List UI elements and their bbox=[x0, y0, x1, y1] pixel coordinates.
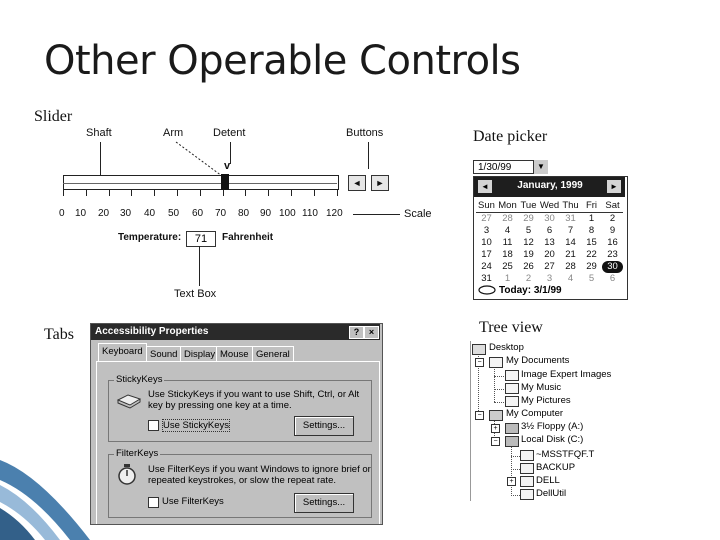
tree-item-msstfqf[interactable]: ~MSSTFQF.T bbox=[536, 449, 595, 460]
stickykeys-checkbox-label[interactable]: Use StickyKeys bbox=[163, 420, 229, 431]
weekday-label: Sat bbox=[605, 200, 620, 211]
calendar-day[interactable]: 2 bbox=[609, 213, 616, 224]
calendar-day[interactable]: 18 bbox=[502, 249, 513, 260]
slider-decrement-button[interactable]: ◄ bbox=[348, 175, 366, 191]
calendar-day[interactable]: 26 bbox=[523, 261, 534, 272]
scale-tick-40: 40 bbox=[144, 208, 156, 219]
calendar-day[interactable]: 13 bbox=[544, 237, 555, 248]
caption-tabs: Tabs bbox=[44, 326, 74, 343]
caption-tree-view: Tree view bbox=[479, 319, 543, 336]
tree-item-backup[interactable]: BACKUP bbox=[536, 462, 576, 473]
tree-item-dell[interactable]: DELL bbox=[536, 475, 560, 486]
today-circle-icon bbox=[478, 285, 496, 295]
scale-tick-80: 80 bbox=[238, 208, 250, 219]
temperature-label: Temperature: bbox=[118, 232, 182, 243]
help-button[interactable]: ? bbox=[349, 326, 364, 339]
stickykeys-description-line-2: key by pressing one key at a time. bbox=[148, 400, 292, 411]
calendar-day[interactable]: 6 bbox=[546, 225, 553, 236]
slider-tick-marks bbox=[63, 190, 339, 198]
calendar-day[interactable]: 27 bbox=[481, 213, 492, 224]
collapse-toggle-icon[interactable]: − bbox=[475, 411, 484, 420]
tree-connector bbox=[494, 366, 495, 402]
tab-mouse[interactable]: Mouse bbox=[216, 346, 253, 362]
callout-text-box: Text Box bbox=[174, 288, 217, 300]
stickykeys-settings-button[interactable]: Settings... bbox=[294, 416, 354, 436]
next-month-button[interactable]: ► bbox=[607, 180, 621, 193]
floppy-drive-icon bbox=[505, 423, 519, 434]
calendar-day[interactable]: 3 bbox=[483, 225, 490, 236]
caption-slider: Slider bbox=[34, 108, 73, 125]
tree-connector bbox=[494, 376, 504, 377]
slide-title: Other Operable Controls bbox=[44, 38, 521, 84]
calendar-day[interactable]: 12 bbox=[523, 237, 534, 248]
calendar-day[interactable]: 11 bbox=[502, 237, 513, 248]
scale-tick-10: 10 bbox=[75, 208, 87, 219]
tab-sound[interactable]: Sound bbox=[146, 346, 181, 362]
detent-callout-line bbox=[230, 142, 231, 164]
calendar-day[interactable]: 6 bbox=[609, 273, 616, 284]
calendar-day[interactable]: 21 bbox=[565, 249, 576, 260]
chevron-down-icon[interactable]: ▼ bbox=[533, 160, 548, 174]
dialog-title: Accessibility Properties bbox=[95, 326, 209, 337]
calendar-week bbox=[476, 213, 623, 225]
calendar-day[interactable]: 1 bbox=[588, 213, 595, 224]
folder-icon bbox=[520, 489, 534, 500]
tab-keyboard[interactable]: Keyboard bbox=[98, 343, 147, 362]
calendar-day[interactable]: 14 bbox=[565, 237, 576, 248]
tree-item-my-computer[interactable]: My Computer bbox=[506, 408, 564, 419]
calendar-week bbox=[476, 261, 623, 273]
calendar-day[interactable]: 5 bbox=[588, 273, 595, 284]
folder-icon bbox=[520, 476, 534, 487]
callout-detent: Detent bbox=[213, 127, 246, 139]
shaft-callout-line bbox=[100, 142, 101, 176]
weekday-label: Wed bbox=[539, 200, 560, 211]
weekday-label: Sun bbox=[478, 200, 495, 211]
stickykeys-group-label: StickyKeys bbox=[116, 374, 163, 385]
slider-thumb[interactable] bbox=[221, 174, 229, 190]
calendar-day[interactable]: 4 bbox=[504, 225, 511, 236]
calendar-day[interactable]: 17 bbox=[481, 249, 492, 260]
calendar-month-label: January, 1999 bbox=[517, 180, 583, 191]
tree-connector bbox=[511, 495, 520, 496]
stickykeys-checkbox[interactable] bbox=[148, 420, 159, 431]
calendar-day[interactable]: 10 bbox=[481, 237, 492, 248]
tree-connector bbox=[494, 389, 504, 390]
calendar-day[interactable]: 15 bbox=[586, 237, 597, 248]
scale-tick-20: 20 bbox=[98, 208, 110, 219]
calendar-day[interactable]: 19 bbox=[523, 249, 534, 260]
scale-tick-90: 90 bbox=[260, 208, 272, 219]
tree-connector bbox=[511, 469, 520, 470]
decorative-swoosh bbox=[0, 440, 110, 540]
expand-toggle-icon[interactable]: + bbox=[491, 424, 500, 433]
calendar-day[interactable]: 23 bbox=[607, 249, 618, 260]
keyboard-icon bbox=[116, 390, 142, 410]
disk-drive-icon bbox=[505, 436, 519, 447]
expand-toggle-icon[interactable]: + bbox=[507, 477, 516, 486]
callout-arm: Arm bbox=[163, 127, 184, 139]
scale-tick-0: 0 bbox=[59, 208, 65, 219]
scale-tick-70: 70 bbox=[215, 208, 227, 219]
prev-month-button[interactable]: ◄ bbox=[478, 180, 492, 193]
desktop-icon bbox=[472, 344, 486, 355]
calendar-week bbox=[476, 225, 623, 237]
calendar-grid bbox=[476, 200, 623, 285]
calendar-day[interactable]: 2 bbox=[525, 273, 532, 284]
calendar-day[interactable]: 27 bbox=[544, 261, 555, 272]
tree-item-my-documents[interactable]: My Documents bbox=[506, 355, 570, 366]
tree-connector bbox=[511, 456, 520, 457]
slider-increment-button[interactable]: ► bbox=[371, 175, 389, 191]
calendar-day[interactable]: 30 bbox=[544, 213, 555, 224]
tab-general[interactable]: General bbox=[252, 346, 294, 362]
calendar-day[interactable]: 4 bbox=[567, 273, 574, 284]
stickykeys-description-line-1: Use StickyKeys if you want to use Shift, Ctrl, or Alt bbox=[148, 389, 360, 400]
callout-buttons: Buttons bbox=[346, 127, 384, 139]
tree-left-border bbox=[470, 341, 471, 501]
calendar-week bbox=[476, 237, 623, 249]
tree-item-dellutil[interactable]: DellUtil bbox=[536, 488, 567, 499]
filterkeys-description-line-1: Use FilterKeys if you want Windows to ignore brief or bbox=[148, 464, 371, 475]
temperature-text-box[interactable]: 71 bbox=[186, 231, 216, 247]
folder-icon bbox=[520, 450, 534, 461]
calendar-day[interactable]: 24 bbox=[481, 261, 492, 272]
collapse-toggle-icon[interactable]: − bbox=[491, 437, 500, 446]
weekday-label: Tue bbox=[520, 200, 537, 211]
calendar-day[interactable]: 5 bbox=[525, 225, 532, 236]
calendar-day[interactable]: 7 bbox=[567, 225, 574, 236]
buttons-callout-line bbox=[368, 142, 369, 169]
date-combo-input[interactable]: 1/30/99 bbox=[473, 160, 547, 174]
unit-label: Fahrenheit bbox=[222, 232, 274, 243]
folder-icon bbox=[505, 370, 519, 381]
callout-scale: Scale bbox=[404, 208, 432, 220]
filterkeys-description-line-2: repeated keystrokes, or slow the repeat rate. bbox=[148, 475, 336, 486]
calendar-day[interactable]: 28 bbox=[565, 261, 576, 272]
calendar-day[interactable]: 16 bbox=[607, 237, 618, 248]
scale-tick-30: 30 bbox=[120, 208, 132, 219]
scale-tick-100: 100 bbox=[279, 208, 296, 219]
scale-tick-120: 120 bbox=[326, 208, 343, 219]
stopwatch-icon bbox=[116, 463, 138, 487]
tree-item-floppy[interactable]: 3½ Floppy (A:) bbox=[521, 421, 584, 432]
tree-item-image-expert-images[interactable]: Image Expert Images bbox=[521, 369, 612, 380]
collapse-toggle-icon[interactable]: − bbox=[475, 358, 484, 367]
folder-icon bbox=[520, 463, 534, 474]
filterkeys-checkbox[interactable] bbox=[148, 497, 159, 508]
calendar-week bbox=[476, 273, 623, 285]
scale-tick-60: 60 bbox=[192, 208, 204, 219]
slider-track bbox=[63, 183, 337, 184]
textbox-callout-line bbox=[199, 246, 200, 286]
weekday-label: Mon bbox=[498, 200, 517, 211]
tree-connector bbox=[494, 402, 504, 403]
calendar-day[interactable]: 31 bbox=[565, 213, 576, 224]
today-link[interactable]: Today: 3/1/99 bbox=[499, 285, 562, 296]
tab-display[interactable]: Display bbox=[180, 346, 219, 362]
scale-tick-50: 50 bbox=[168, 208, 180, 219]
computer-icon bbox=[489, 410, 503, 421]
weekday-label: Thu bbox=[562, 200, 579, 211]
calendar-day[interactable]: 28 bbox=[502, 213, 513, 224]
calendar-day[interactable]: 31 bbox=[481, 273, 492, 284]
calendar-day[interactable]: 3 bbox=[546, 273, 553, 284]
scale-tick-110: 110 bbox=[302, 208, 318, 219]
calendar-day[interactable]: 22 bbox=[586, 249, 597, 260]
calendar-week bbox=[476, 249, 623, 261]
tree-connector bbox=[511, 446, 512, 494]
calendar-day-selected[interactable]: 30 bbox=[602, 261, 623, 273]
detent-marker: v bbox=[224, 160, 231, 172]
filterkeys-checkbox-label[interactable]: Use FilterKeys bbox=[162, 496, 224, 507]
caption-date-picker: Date picker bbox=[473, 128, 548, 145]
calendar-day[interactable]: 8 bbox=[588, 225, 595, 236]
calendar-day[interactable]: 9 bbox=[609, 225, 616, 236]
folder-icon bbox=[505, 383, 519, 394]
tree-item-my-pictures[interactable]: My Pictures bbox=[521, 395, 571, 406]
folder-icon bbox=[489, 357, 503, 368]
scale-callout-line bbox=[353, 214, 400, 215]
tree-item-desktop[interactable]: Desktop bbox=[489, 342, 524, 353]
close-button[interactable]: × bbox=[364, 326, 379, 339]
calendar-day[interactable]: 25 bbox=[502, 261, 513, 272]
filterkeys-group-label: FilterKeys bbox=[116, 448, 159, 459]
calendar-day[interactable]: 29 bbox=[523, 213, 534, 224]
filterkeys-settings-button[interactable]: Settings... bbox=[294, 493, 354, 513]
callout-shaft: Shaft bbox=[86, 127, 112, 139]
tree-item-local-disk[interactable]: Local Disk (C:) bbox=[521, 434, 584, 445]
calendar-day[interactable]: 20 bbox=[544, 249, 555, 260]
calendar-day[interactable]: 1 bbox=[504, 273, 511, 284]
calendar-day[interactable]: 29 bbox=[586, 261, 597, 272]
weekday-label: Fri bbox=[585, 200, 598, 211]
folder-icon bbox=[505, 396, 519, 407]
weekday-header-row bbox=[476, 200, 623, 213]
tree-item-my-music[interactable]: My Music bbox=[521, 382, 562, 393]
